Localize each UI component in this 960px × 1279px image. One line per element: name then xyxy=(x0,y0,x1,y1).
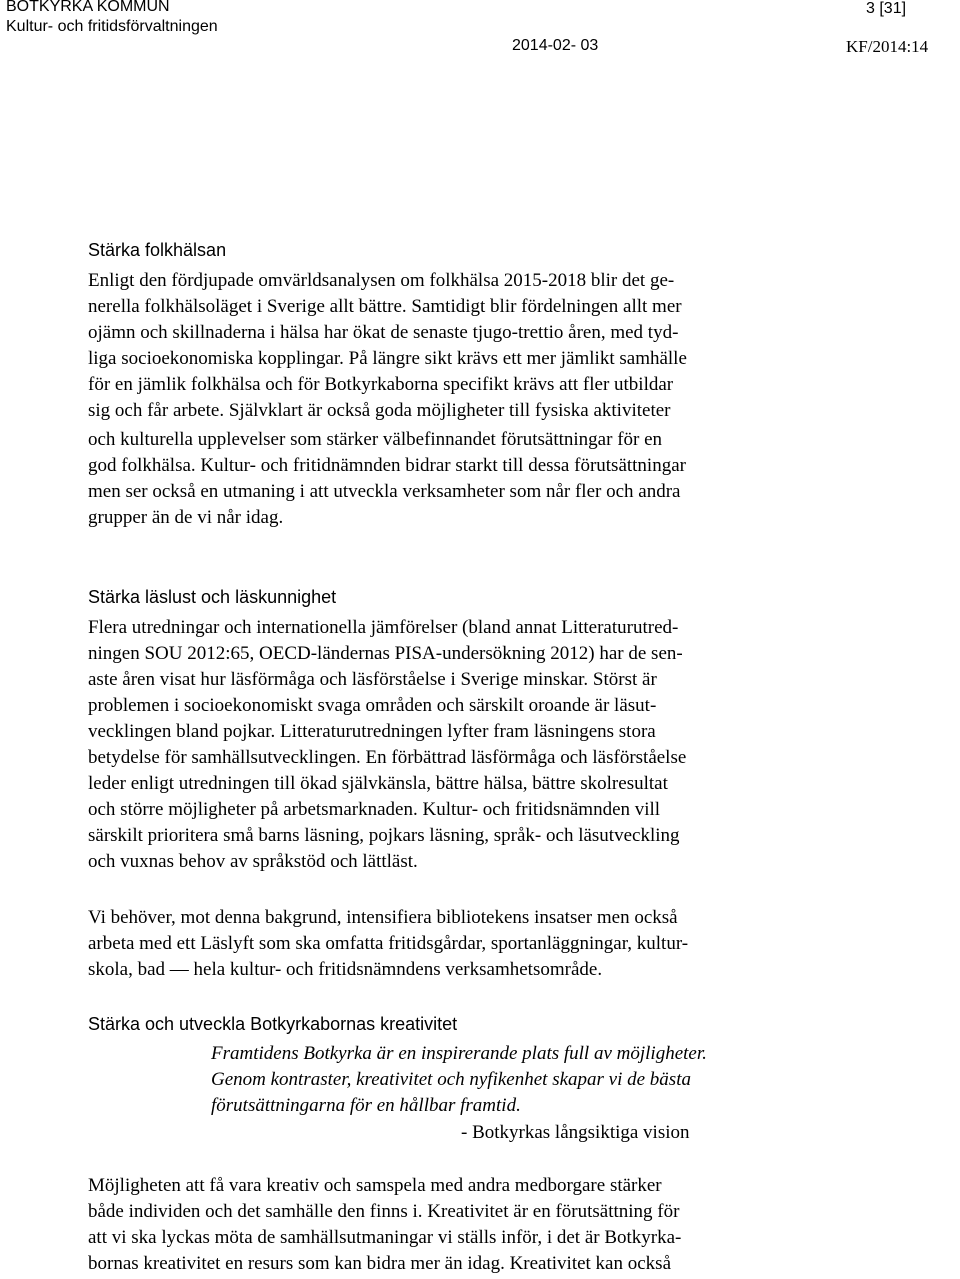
section-heading-folkhalsa: Stärka folkhälsan xyxy=(88,240,227,260)
paragraph-line: Flera utredningar och internationella jämförelser (bland annat Litteraturutred- xyxy=(88,617,679,638)
vision-quote-line: Framtidens Botkyrka är en inspirerande plats full av möjligheter. xyxy=(211,1043,707,1064)
paragraph-line: betydelse för samhällsutvecklingen. En förbättrad läsförmåga och läsförståelse xyxy=(88,747,687,768)
paragraph-line: sig och får arbete. Självklart är också goda möjligheter till fysiska aktiviteter xyxy=(88,400,671,421)
paragraph-line: arbeta med ett Läslyft som ska omfatta fritidsgårdar, sportanläggningar, kultur- xyxy=(88,933,689,954)
paragraph-line: problemen i socioekonomiskt svaga områden och särskilt oroande är läsut- xyxy=(88,695,657,716)
vision-quote-line: Genom kontraster, kreativitet och nyfikenhet skapar vi de bästa xyxy=(211,1069,691,1090)
paragraph-line: men ser också en utmaning i att utveckla verksamheter som når fler och andra xyxy=(88,481,681,502)
section-heading-kreativitet: Stärka och utveckla Botkyrkabornas kreativitet xyxy=(88,1014,458,1034)
paragraph-line: ojämn och skillnaderna i hälsa har ökat de senaste tjugo-trettio åren, med tyd- xyxy=(88,322,679,343)
paragraph-line: ningen SOU 2012:65, OECD-ländernas PISA-undersökning 2012) har de sen- xyxy=(88,643,683,664)
paragraph-line: och kulturella upplevelser som stärker välbefinnandet förutsättningar för en xyxy=(88,429,663,450)
vision-quote-line: förutsättningarna för en hållbar framtid. xyxy=(211,1095,521,1116)
paragraph-line: och vuxnas behov av språkstöd och lättläst. xyxy=(88,851,418,872)
paragraph-line: särskilt prioritera små barns läsning, pojkars läsning, språk- och läsutveckling xyxy=(88,825,680,846)
paragraph-line: både individen och det samhälle den finns i. Kreativitet är en förutsättning för xyxy=(88,1201,680,1222)
paragraph-line: vecklingen bland pojkar. Litteraturutredningen lyfter fram läsningens stora xyxy=(88,721,656,742)
paragraph-line: grupper än de vi når idag. xyxy=(88,507,284,528)
paragraph-line: leder enligt utredningen till ökad självkänsla, bättre hälsa, bättre skolresultat xyxy=(88,773,668,794)
organization-name: BOTKYRKA KOMMUN xyxy=(6,0,170,15)
section-heading-laslust: Stärka läslust och läskunnighet xyxy=(88,587,337,607)
paragraph-line: för en jämlik folkhälsa och för Botkyrkaborna specifikt krävs att fler utbildar xyxy=(88,374,674,395)
paragraph-line: Möjligheten att få vara kreativ och samspela med andra medborgare stärker xyxy=(88,1175,662,1196)
document-date: 2014-02- 03 xyxy=(512,37,599,54)
paragraph-line: nerella folkhälsoläget i Sverige allt bättre. Samtidigt blir fördelningen allt mer xyxy=(88,296,682,317)
department-name: Kultur- och fritidsförvaltningen xyxy=(6,18,218,35)
paragraph-line: liga socioekonomiska kopplingar. På längre sikt krävs ett mer jämlikt samhälle xyxy=(88,348,687,369)
paragraph-line: aste åren visat hur läsförmåga och läsförståelse i Sverige minskar. Störst är xyxy=(88,669,657,690)
vision-quote-source: - Botkyrkas långsiktiga vision xyxy=(461,1122,690,1143)
paragraph-line: att vi ska lyckas möta de samhällsutmaningar vi ställs inför, i det är Botkyrka- xyxy=(88,1227,682,1248)
paragraph-line: god folkhälsa. Kultur- och fritidnämnden bidrar starkt till dessa förutsättningar xyxy=(88,455,686,476)
paragraph-line: skola, bad — hela kultur- och fritidsnämndens verksamhetsområde. xyxy=(88,959,603,980)
paragraph-line: Enligt den fördjupade omvärldsanalysen om folkhälsa 2015-2018 blir det ge- xyxy=(88,270,675,291)
paragraph-line: Vi behöver, mot denna bakgrund, intensifiera bibliotekens insatser men också xyxy=(88,907,678,928)
paragraph-line: och större möjligheter på arbetsmarknaden. Kultur- och fritidsnämnden vill xyxy=(88,799,661,820)
page-number: 3 [31] xyxy=(866,0,907,17)
document-reference: KF/2014:14 xyxy=(846,37,929,56)
paragraph-line: bornas kreativitet en resurs som kan bidra mer än idag. Kreativitet kan också xyxy=(88,1253,671,1274)
